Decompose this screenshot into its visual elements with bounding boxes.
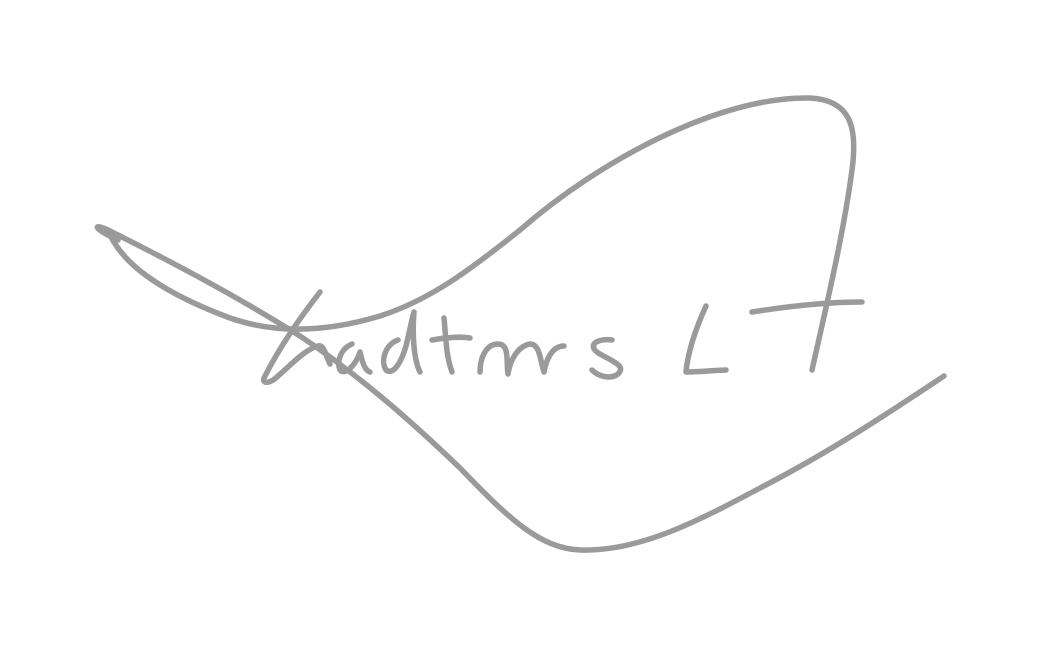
signature-stroke-arc [520,98,854,370]
signature-stroke-letter-5 [480,344,564,374]
signature-stroke-letter-6 [592,340,621,377]
signature-stroke-loop-return [108,230,520,329]
signature-stroke-letter-4 [432,318,470,372]
signature-stroke-letter-7 [686,306,726,372]
signature-stroke-letter-8 [752,302,862,312]
signature-stroke-swoop [97,227,944,550]
signature-stroke-letter-3 [384,312,420,372]
